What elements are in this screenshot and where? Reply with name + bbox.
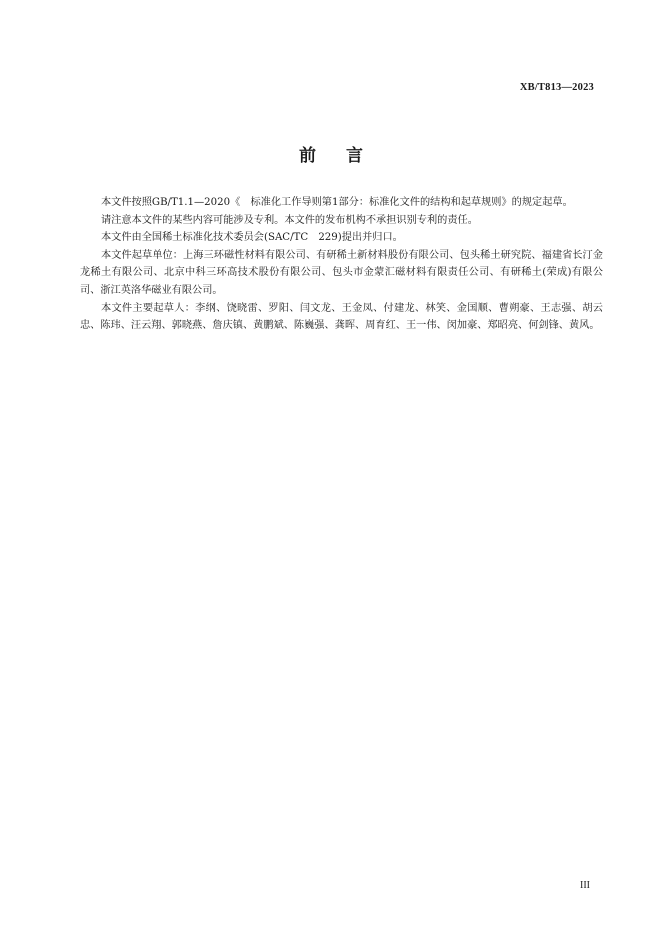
standard-code: XB/T813—2023 bbox=[519, 82, 594, 93]
foreword-paragraph-drafting-units: 本文件起草单位：上海三环磁性材料有限公司、有研稀土新材料股份有限公司、包头稀土研究院、福建省长汀金龙稀土有限公司、北京中科三环高技术股份有限公司、包头市金蒙汇磁材料有限责任公司、有研稀土(荣成)有限公司、浙江英洛华磁业有限公司。 bbox=[80, 249, 603, 296]
foreword-paragraph-drafting-rules: 本文件按照GB/T1.1—2020《 标准化工作导则第1部分：标准化文件的结构和起草规则》的规定起草。 bbox=[101, 197, 573, 208]
foreword-body bbox=[80, 194, 603, 335]
page-title-part-1: 前 bbox=[299, 146, 316, 166]
foreword-paragraph-drafters: 本文件主要起草人：李纲、饶晓雷、罗阳、闫文龙、王金凤、付建龙、林笑、金国顺、曹朔豪、王志强、胡云忠、陈玮、汪云翔、郭晓燕、詹庆镇、黄鹏斌、陈巍强、龚晖、周育红、王一伟、闵加豪、郑昭亮、何剑锋、黄风。 bbox=[80, 302, 603, 332]
page-title bbox=[0, 141, 662, 166]
foreword-paragraph-patent-notice: 请注意本文件的某些内容可能涉及专利。本文件的发布机构不承担识别专利的责任。 bbox=[101, 214, 478, 226]
page-title-part-2: 言 bbox=[346, 146, 363, 166]
page-number: III bbox=[580, 880, 590, 891]
foreword-paragraph-committee: 本文件由全国稀土标准化技术委员会(SAC/TC 229)提出并归口。 bbox=[101, 232, 403, 244]
